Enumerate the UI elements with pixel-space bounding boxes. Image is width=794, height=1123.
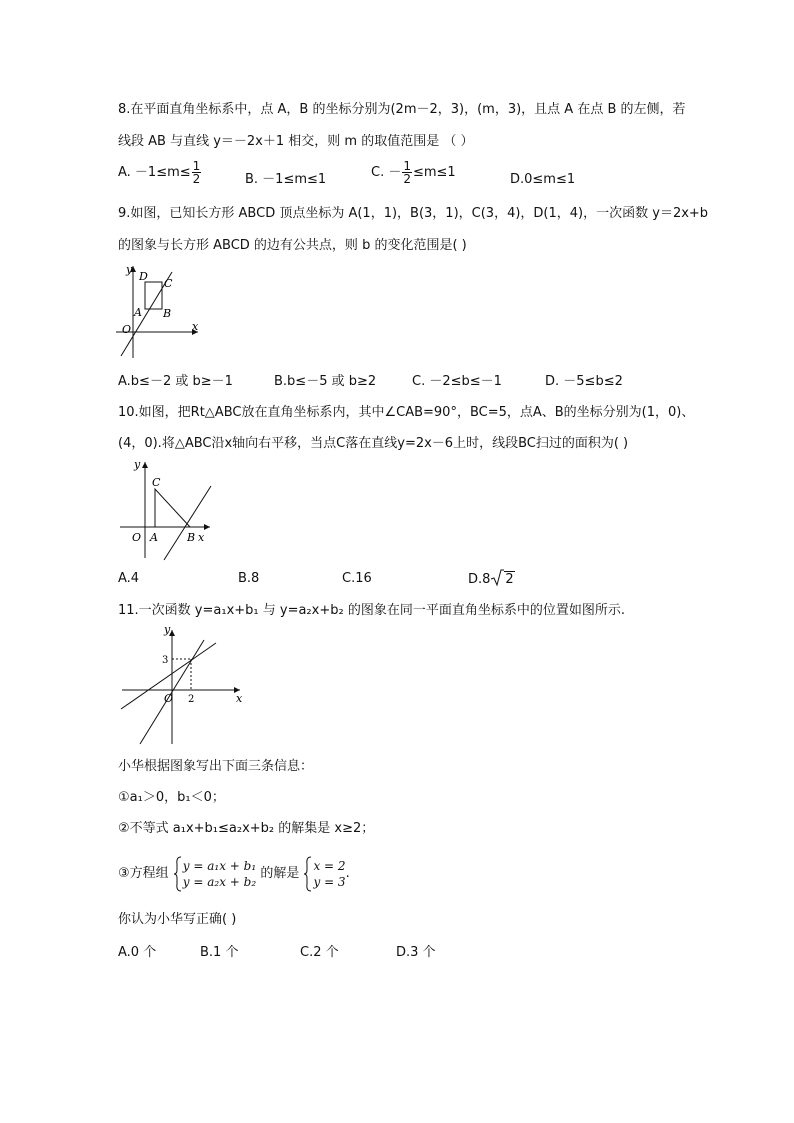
q11-intro: 小华根据图象写出下面三条信息： [118, 759, 314, 774]
q10-text-line2: (4，0).将△ABC沿x轴向右平移，当点C落在直线y=2x－6上时，线段BC扫过的面积为( ) [118, 436, 629, 451]
x-label: x [236, 692, 243, 705]
tick-label-3: 3 [162, 655, 169, 666]
point-a-label: A [150, 531, 158, 544]
q8-text-line2: 线段 AB 与直线 y＝－2x＋1 相交，则 m 的取值范围是 （ ） [118, 134, 474, 149]
sqrt-icon [490, 569, 504, 587]
line-y-2x-6 [164, 486, 211, 560]
y-label: y [134, 458, 141, 471]
sqrt-radicand: 2 [505, 572, 514, 587]
q8-option-c-prefix: C. － [371, 165, 402, 180]
q11-question: 你认为小华写正确( ) [118, 912, 237, 927]
q10-option-d-prefix: D.8 [468, 572, 491, 587]
q11-option-d: D.3 个 [396, 945, 436, 960]
q9-option-a: A.b≤－2 或 b≥－1 [118, 374, 233, 389]
solution-y: y = 3 [313, 875, 346, 889]
q10-option-b: B.8 [238, 571, 260, 586]
q8-option-c [371, 160, 456, 185]
q8-option-a-fraction [192, 160, 202, 185]
origin-label: O [132, 531, 142, 544]
q10-option-a: A.4 [118, 571, 140, 586]
point-a-label: A [134, 306, 142, 319]
statement-3-middle: 的解是 [260, 866, 300, 881]
q10-text-line1: 10.如图，把Rt△ABC放在直角坐标系内，其中∠CAB=90°，BC=5，点A、B的坐标分别为(1，0)、 [118, 405, 695, 420]
y-axis-arrow-icon [142, 462, 148, 468]
q11-statement-2: ②不等式 a₁x+b₁≤a₂x+b₂ 的解集是 x≥2； [118, 821, 375, 836]
point-d-label: D [139, 270, 148, 283]
x-label: x [198, 531, 205, 544]
q11-figure [112, 622, 247, 747]
origin-label: O [164, 692, 174, 705]
q8-text-line1: 8.在平面直角坐标系中，点 A，B 的坐标分别为(2m－2，3)，(m，3)，且点 A 在点 B 的左侧，若 [118, 102, 686, 117]
statement-3-prefix: ③方程组 [118, 866, 169, 881]
point-c-label: C [152, 476, 161, 489]
q10-figure [112, 452, 222, 562]
fraction-numerator: 1 [403, 159, 411, 173]
rectangle-abcd [145, 282, 162, 309]
fraction-denominator: 2 [192, 172, 201, 186]
y-label: y [126, 263, 133, 276]
point-b-label: B [187, 531, 196, 544]
fraction-numerator: 1 [192, 159, 201, 173]
q9-option-b: B.b≤－5 或 b≥2 [274, 374, 377, 389]
q10-option-c: C.16 [342, 571, 372, 586]
equation-system [173, 856, 256, 892]
q8-option-d: D.0≤m≤1 [510, 172, 576, 187]
q9-text-line1: 9.如图，已知长方形 ABCD 顶点坐标为 A(1，1)，B(3，1)，C(3，4)，D(1，4)，一次函数 y＝2x+b [118, 206, 709, 221]
q8-option-c-fraction [402, 160, 412, 185]
q8-option-b: B. －1≤m≤1 [245, 172, 327, 187]
left-brace-icon [173, 856, 183, 892]
q9-option-d: D. －5≤b≤2 [545, 374, 623, 389]
fraction-denominator: 2 [403, 172, 411, 186]
q10-option-d [468, 569, 515, 588]
q11-option-c: C.2 个 [300, 945, 339, 960]
q8-option-a-text: A. －1≤m≤ [118, 165, 191, 180]
tick-label-2: 2 [188, 694, 195, 705]
q9-option-c: C. －2≤b≤－1 [412, 374, 502, 389]
left-brace-icon [303, 856, 313, 892]
q11-option-a: A.0 个 [118, 945, 157, 960]
q9-figure [112, 260, 204, 360]
point-c-label: C [164, 277, 173, 290]
system-equation-2: y = a₂x + b₂ [182, 875, 257, 889]
q8-option-c-suffix: ≤m≤1 [412, 165, 456, 180]
solution-system [303, 856, 345, 892]
q11-statement-1: ①a₁＞0，b₁＜0； [118, 790, 225, 805]
q8-option-a [118, 160, 202, 185]
system-equation-1: y = a₁x + b₁ [182, 859, 257, 873]
x-label: x [192, 320, 199, 333]
y-label: y [164, 623, 171, 636]
origin-label: O [122, 323, 132, 336]
point-b-label: B [163, 307, 172, 320]
q11-option-b: B.1 个 [200, 945, 239, 960]
statement-3-end: . [345, 866, 350, 881]
triangle-abc [155, 489, 190, 527]
x-axis-arrow-icon [204, 524, 210, 530]
q11-statement-3 [118, 856, 350, 892]
solution-x: x = 2 [313, 859, 346, 873]
q9-text-line2: 的图象与长方形 ABCD 的边有公共点，则 b 的变化范围是( ) [118, 238, 467, 253]
q11-text-line1: 11.一次函数 y=a₁x+b₁ 与 y=a₂x+b₂ 的图象在同一平面直角坐标系中的位置如图所示. [118, 603, 625, 618]
